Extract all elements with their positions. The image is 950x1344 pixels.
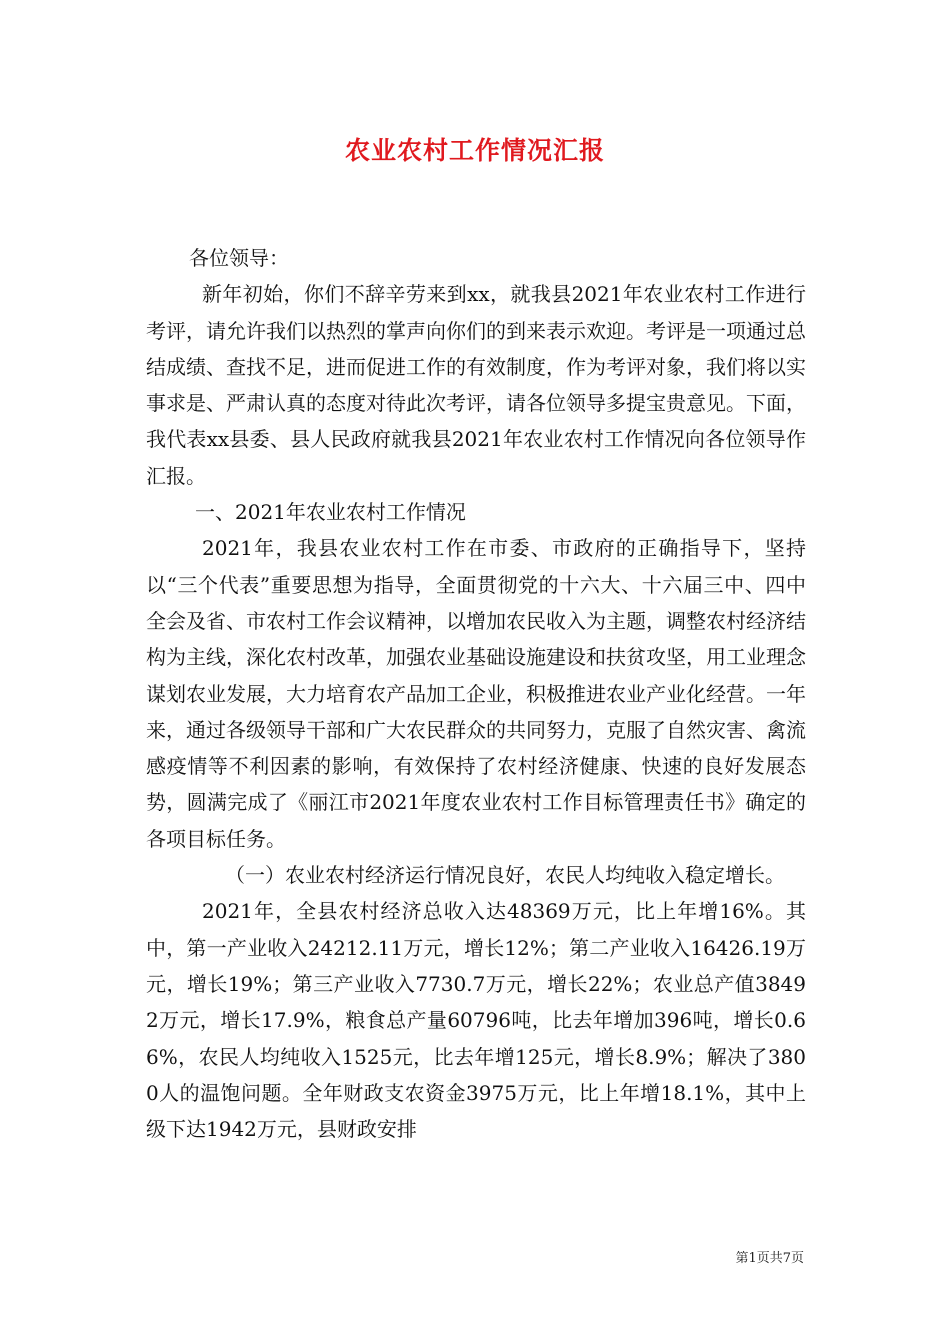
- document-body: [146, 240, 806, 1147]
- section-paragraph: 2021年，我县农业农村工作在市委、市政府的正确指导下，坚持以“三个代表”重要思想为指导，全面贯彻党的十六大、十六届三中、四中全会及省、市农村工作会议精神，以增加农民收入为主题，调整农村经济结构为主线，深化农村改革，加强农业基础设施建设和扶贫攻坚，用工业理念谋划农业发展，大力培育农产品加工企业，积极推进农业产业化经营。一年来，通过各级领导干部和广大农民群众的共同努力，克服了自然灾害、禽流感疫情等不利因素的影响，有效保持了农村经济健康、快速的良好发展态势，圆满完成了《丽江市2021年度农业农村工作目标管理责任书》确定的各项目标任务。: [146, 536, 806, 851]
- document-title: 农业农村工作情况汇报: [344, 136, 605, 165]
- salutation: 各位领导：: [189, 246, 289, 270]
- page-number: 第1页共7页: [735, 1251, 804, 1266]
- subsection-heading: （一）农业农村经济运行情况良好，农民人均纯收入稳定增长。: [225, 863, 785, 888]
- section-heading: 一、2021年农业农村工作情况: [195, 500, 466, 525]
- subsection-paragraph: 2021年，全县农村经济总收入达48369万元，比上年增16%。其中，第一产业收入24212.11万元，增长12%；第二产业收入16426.19万元，增长19%；第三产业收入7730.7万元，增长22%；农业总产值38492万元，增长17.9%，粮食总产量60796吨，比去年增加396吨，增长0.66%，农民人均纯收入1525元，比去年增125元，增长8.9%；解决了3800人的温饱问题。全年财政支农资金3975万元，比上年增18.1%，其中上级下达1942万元，县财政安排: [146, 899, 806, 1142]
- intro-paragraph: 新年初始，你们不辞辛劳来到xx，就我县2021年农业农村工作进行考评，请允许我们以热烈的掌声向你们的到来表示欢迎。考评是一项通过总结成绩、查找不足，进而促进工作的有效制度，作为考评对象，我们将以实事求是、严肃认真的态度对待此次考评，请各位领导多提宝贵意见。下面，我代表xx县委、县人民政府就我县2021年农业农村工作情况向各位领导作汇报。: [146, 282, 806, 488]
